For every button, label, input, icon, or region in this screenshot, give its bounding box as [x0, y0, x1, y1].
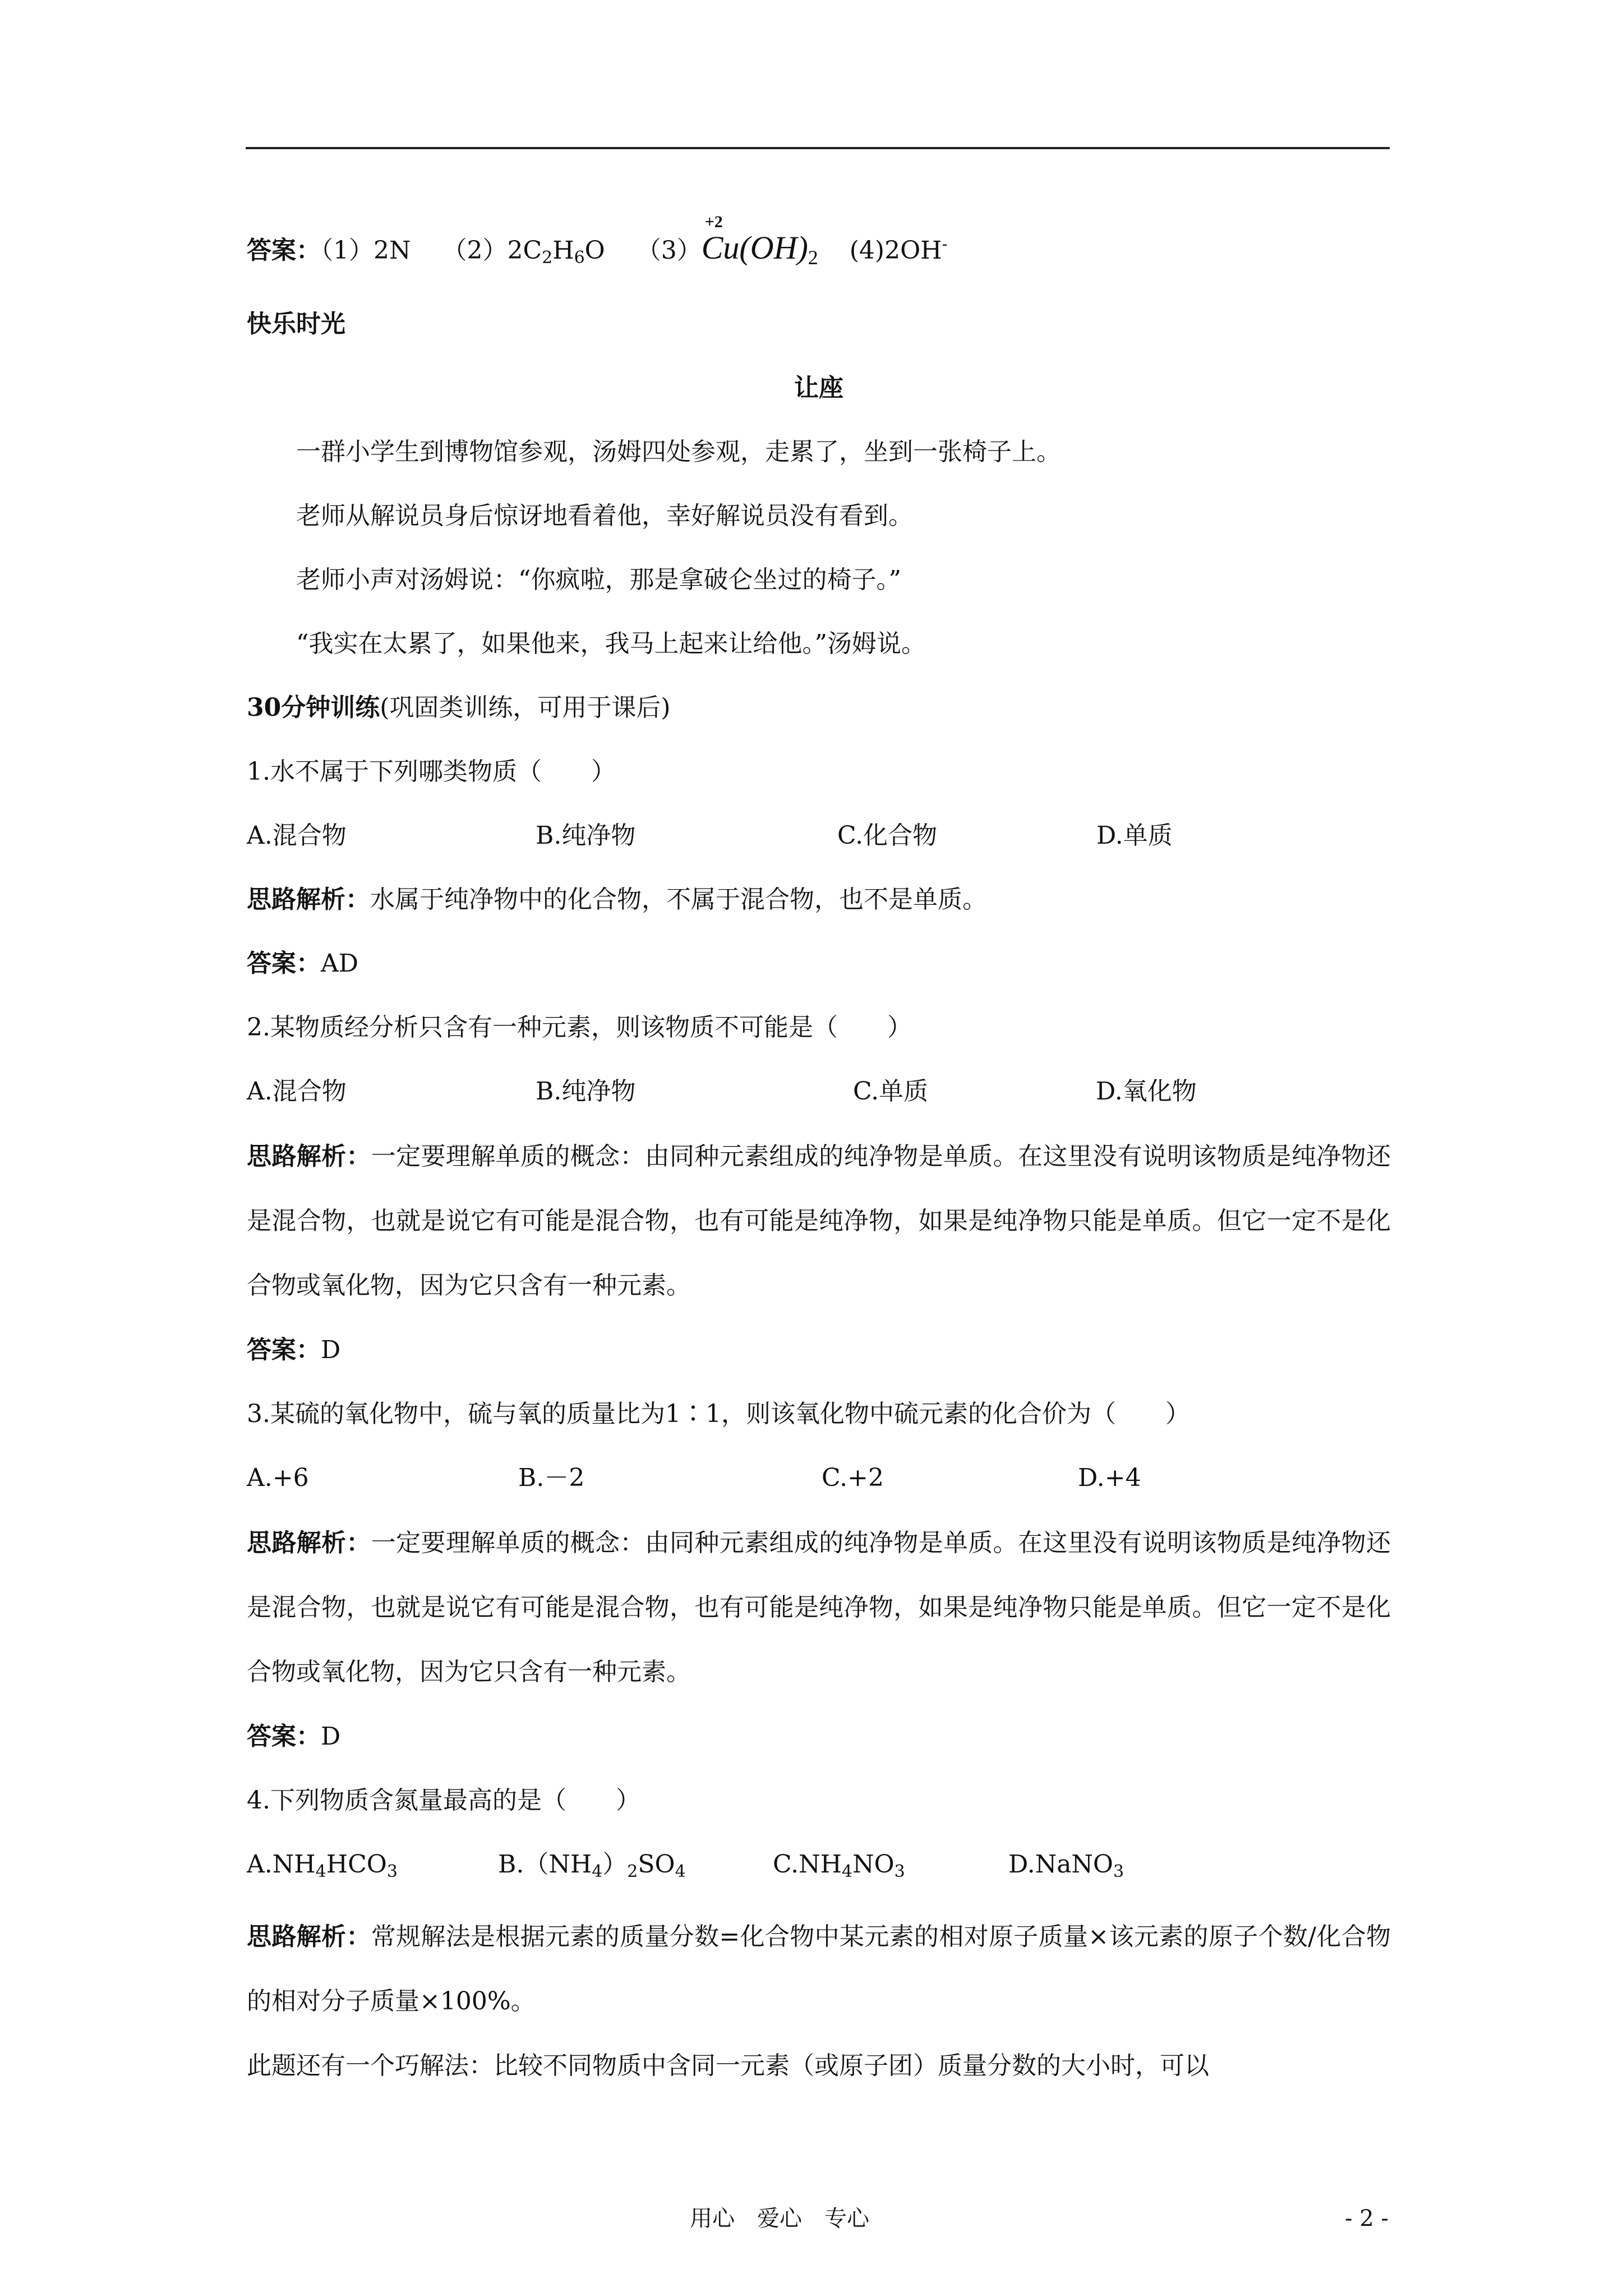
training-heading: 30分钟训练(巩固类训练，可用于课后): [247, 693, 671, 722]
q3-answer: 答案：D: [247, 1722, 341, 1751]
story-title: 让座: [794, 374, 843, 402]
q1-analysis: 思路解析：水属于纯净物中的化合物，不属于混合物，也不是单质。: [247, 885, 987, 914]
q2-option-a: A.混合物: [247, 1077, 347, 1106]
story-line-3: 老师小声对汤姆说：“你疯啦，那是拿破仑坐过的椅子。”: [296, 565, 901, 594]
answer-part-1: （1）2N: [321, 236, 411, 265]
q4-options: [247, 1849, 1391, 1888]
q4-stem: 4.下列物质含氮量最高的是（ ）: [247, 1786, 640, 1815]
q2-option-d: D.氧化物: [1096, 1077, 1197, 1106]
q3-options: [247, 1462, 1391, 1494]
q4-option-d: D.NaNO3: [1008, 1850, 1124, 1881]
page-number: - 2 -: [1345, 2206, 1389, 2231]
q2-option-c: C.单质: [853, 1077, 929, 1106]
q4-option-a: A.NH4HCO3: [247, 1850, 398, 1881]
q1-option-a: A.混合物: [247, 821, 347, 850]
q1-stem: 1.水不属于下列哪类物质（ ）: [247, 757, 616, 786]
answer-part-3-label: （3）: [636, 236, 702, 265]
q4-analysis: 思路解析：常规解法是根据元素的质量分数=化合物中某元素的相对原子质量×该元素的原子个数/化合物的相对分子质量×100%。: [247, 1922, 1391, 2016]
happy-time-heading: 快乐时光: [247, 310, 345, 338]
q2-answer: 答案：D: [247, 1336, 341, 1364]
q4-option-c: C.NH4NO3: [773, 1850, 905, 1881]
answer-part-4: (4)2OH-: [849, 234, 948, 265]
q3-option-c: C.+2: [822, 1464, 884, 1492]
copper-hydroxide-formula: +2 Cu(OH)2: [702, 232, 818, 273]
q1-option-c: C.化合物: [837, 821, 938, 850]
q4-extra-method: 此题还有一个巧解法：比较不同物质中含同一元素（或原子团）质量分数的大小时，可以: [247, 2051, 1209, 2080]
q1-options: [247, 820, 1391, 852]
q1-option-b: B.纯净物: [536, 821, 636, 850]
valence-mark: +2: [704, 213, 723, 231]
q2-options: [247, 1076, 1391, 1107]
footer-motto: 用心 爱心 专心: [690, 2206, 869, 2231]
story-line-2: 老师从解说员身后惊讶地看着他，幸好解说员没有看到。: [296, 501, 913, 530]
q3-option-b: B.－2: [518, 1464, 585, 1492]
q3-stem: 3.某硫的氧化物中，硫与氧的质量比为1∶1，则该氧化物中硫元素的化合价为（ ）: [247, 1400, 1190, 1428]
q3-option-a: A.+6: [247, 1464, 309, 1492]
q2-option-b: B.纯净物: [536, 1077, 636, 1106]
q1-answer: 答案：AD: [247, 949, 359, 978]
answer-label: 答案：: [247, 236, 321, 265]
story-line-4: “我实在太累了，如果他来，我马上起来让给他。”汤姆说。: [296, 629, 926, 658]
q4-option-b: B.（NH4）2SO4: [498, 1850, 686, 1881]
q2-stem: 2.某物质经分析只含有一种元素，则该物质不可能是（ ）: [247, 1013, 912, 1042]
q2-analysis: 思路解析：一定要理解单质的概念：由同种元素组成的纯净物是单质。在这里没有说明该物质是纯净物还是混合物，也就是说它有可能是混合物，也有可能是纯净物，如果是纯净物只能是单质。但它一定不是化合物或氧化物，因为它只含有一种元素。: [247, 1142, 1391, 1300]
header-rule: [246, 147, 1390, 149]
story-line-1: 一群小学生到博物馆参观，汤姆四处参观，走累了，坐到一张椅子上。: [296, 438, 1061, 466]
answer-part-2: $(2)2C_2H_6O$: [442, 236, 605, 268]
q3-option-d: D.+4: [1078, 1464, 1141, 1492]
q1-option-d: D.单质: [1096, 821, 1173, 850]
prev-answer-line: [247, 213, 1391, 274]
page-content: [247, 213, 1391, 2082]
q3-analysis: 思路解析：一定要理解单质的概念：由同种元素组成的纯净物是单质。在这里没有说明该物质是纯净物还是混合物，也就是说它有可能是混合物，也有可能是纯净物，如果是纯净物只能是单质。但它一定不是化合物或氧化物，因为它只含有一种元素。: [247, 1529, 1391, 1686]
